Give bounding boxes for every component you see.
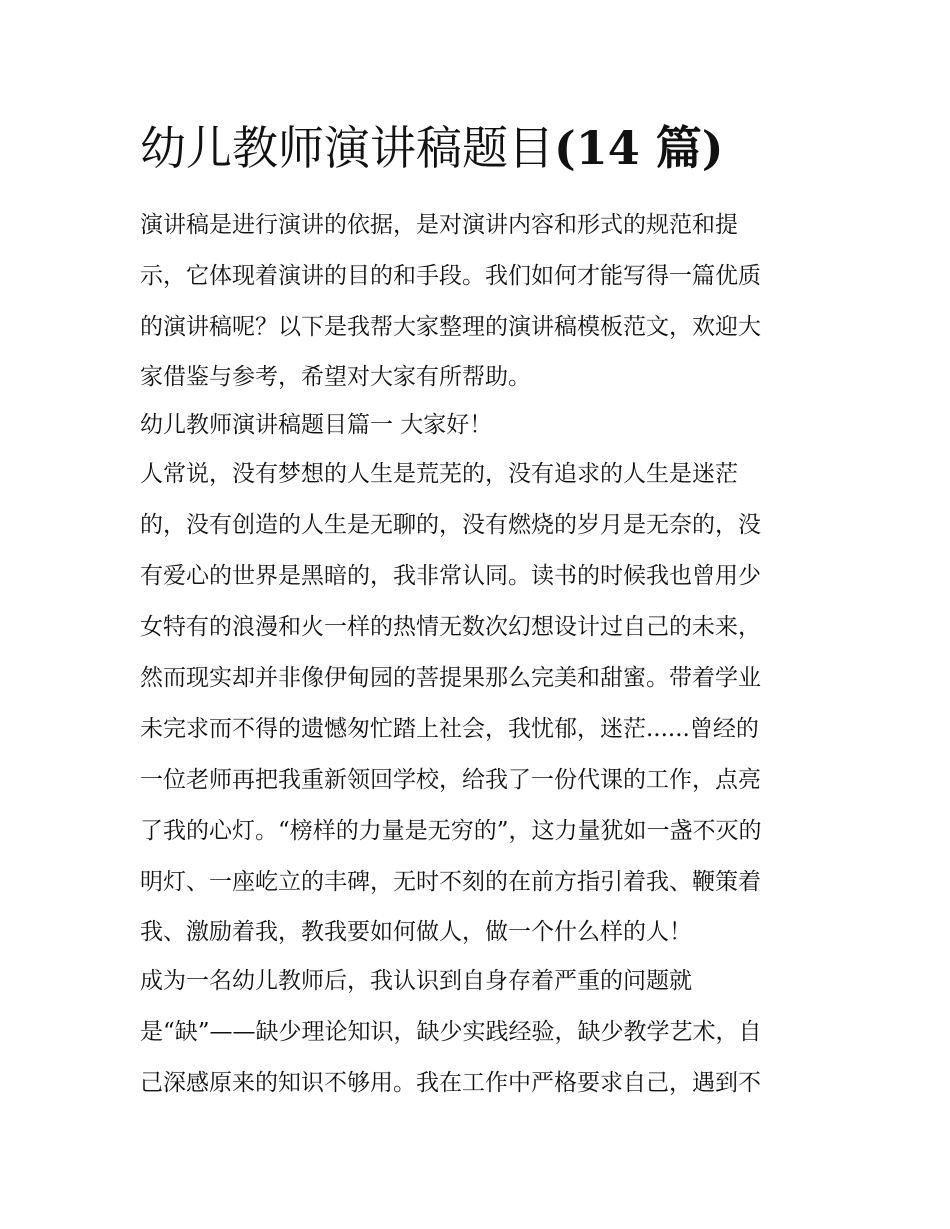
body-line: 己深感原来的知识不够用。我在工作中严格要求自己，遇到不 <box>140 1070 761 1096</box>
body-line: 有爱心的世界是黑暗的，我非常认同。读书的时候我也曾用少 <box>140 563 761 589</box>
body-line: 明灯、一座屹立的丰碑，无时不刻的在前方指引着我、鞭策着 <box>140 869 761 895</box>
body-line: 我、激励着我，教我要如何做人，做一个什么样的人！ <box>140 919 692 945</box>
body-line: 是“缺”——缺少理论知识，缺少实践经验，缺少教学艺术，自 <box>140 1019 762 1045</box>
title-count: (14 篇) <box>554 121 724 175</box>
body-line: 示，它体现着演讲的目的和手段。我们如何才能写得一篇优质 <box>140 263 761 289</box>
body-line: 的，没有创造的人生是无聊的，没有燃烧的岁月是无奈的，没 <box>140 512 761 538</box>
document-body <box>140 200 820 1109</box>
body-line: 女特有的浪漫和火一样的热情无数次幻想设计过自己的未来， <box>140 614 761 640</box>
body-line: 的演讲稿呢？以下是我帮大家整理的演讲稿模板范文，欢迎大 <box>140 314 761 340</box>
body-line: 演讲稿是进行演讲的依据，是对演讲内容和形式的规范和提 <box>140 212 738 238</box>
body-line: 一位老师再把我重新领回学校，给我了一份代课的工作，点亮 <box>140 767 761 793</box>
body-line: 然而现实却并非像伊甸园的菩提果那么完美和甜蜜。带着学业 <box>140 665 761 691</box>
body-line: 家借鉴与参考，希望对大家有所帮助。 <box>140 364 531 390</box>
body-line: 成为一名幼儿教师后，我认识到自身存着严重的问题就 <box>140 968 692 994</box>
title-main: 幼儿教师演讲稿题目 <box>140 121 554 175</box>
body-line: 人常说，没有梦想的人生是荒芜的，没有追求的人生是迷茫 <box>140 461 738 487</box>
body-line: 未完求而不得的遗憾匆忙踏上社会，我忧郁，迷茫......曾经的 <box>140 716 759 742</box>
document-title <box>140 118 840 178</box>
section-heading: 幼儿教师演讲稿题目篇一 大家好！ <box>140 412 493 438</box>
body-line: 了我的心灯。“榜样的力量是无穷的”，这力量犹如一盏不灭的 <box>140 818 762 844</box>
